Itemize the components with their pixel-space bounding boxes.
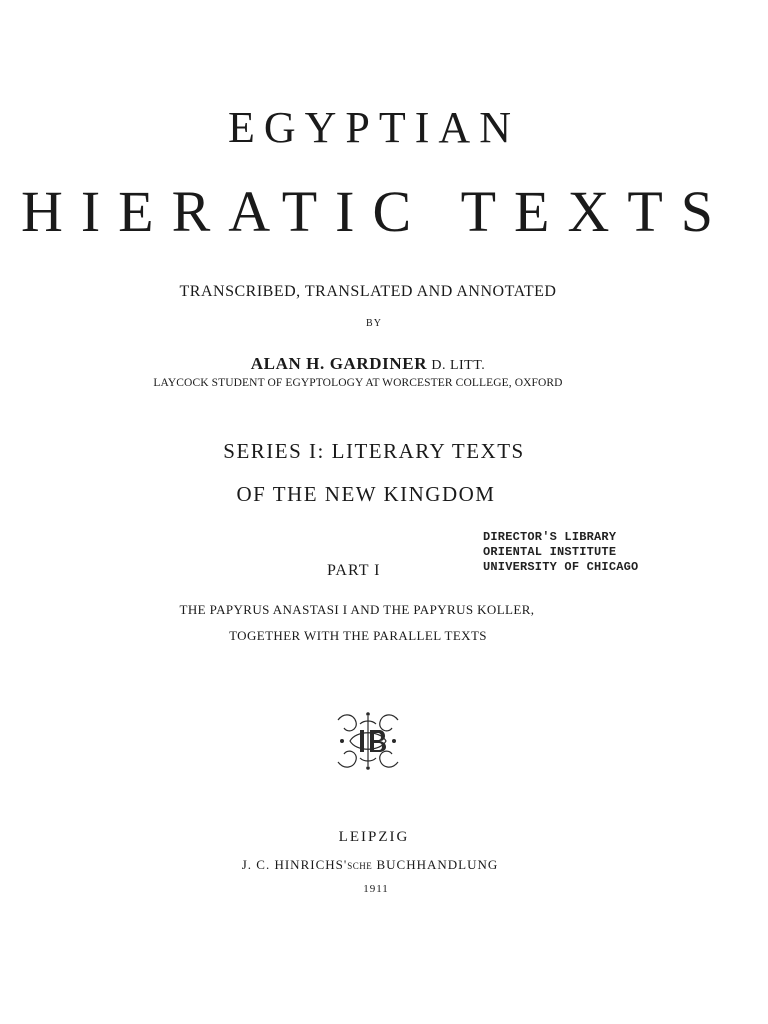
title-line-2: HIERATIC TEXTS [20, 179, 732, 244]
author-affiliation: LAYCOCK STUDENT OF EGYPTOLOGY AT WORCESTER COLLEGE, OXFORD [153, 377, 563, 389]
by-line: BY [366, 318, 382, 329]
imprint-year: 1911 [363, 883, 389, 895]
imprint-publisher [0, 858, 754, 871]
imprint-city: LEIPZIG [338, 829, 410, 845]
stamp-line: ORIENTAL INSTITUTE [483, 545, 617, 559]
subtitle: TRANSCRIBED, TRANSLATED AND ANNOTATED [179, 283, 557, 300]
part-label: PART I [327, 562, 381, 579]
publisher-monogram-ornament-icon [330, 710, 406, 772]
contents-line-1: THE PAPYRUS ANASTASI I AND THE PAPYRUS KOLLER, [179, 602, 535, 617]
author-degree: D. LITT. [431, 358, 486, 373]
contents-line-2: TOGETHER WITH THE PARALLEL TEXTS [229, 628, 487, 643]
title-line-1: EGYPTIAN [228, 103, 520, 152]
publisher-prefix: J. C. HINRICHS' [241, 857, 348, 872]
series-title: SERIES I: LITERARY TEXTS [223, 439, 525, 463]
stamp-line: DIRECTOR'S LIBRARY [483, 530, 617, 544]
author-name: ALAN H. GARDINER [250, 354, 428, 373]
publisher-suffix: BUCHHANDLUNG [372, 857, 499, 872]
series-subtitle: OF THE NEW KINGDOM [236, 482, 496, 506]
author-line [0, 355, 752, 373]
stamp-line: UNIVERSITY OF CHICAGO [483, 560, 639, 574]
publisher-smallcaps: SCHE [347, 861, 373, 871]
library-stamp [483, 530, 638, 575]
